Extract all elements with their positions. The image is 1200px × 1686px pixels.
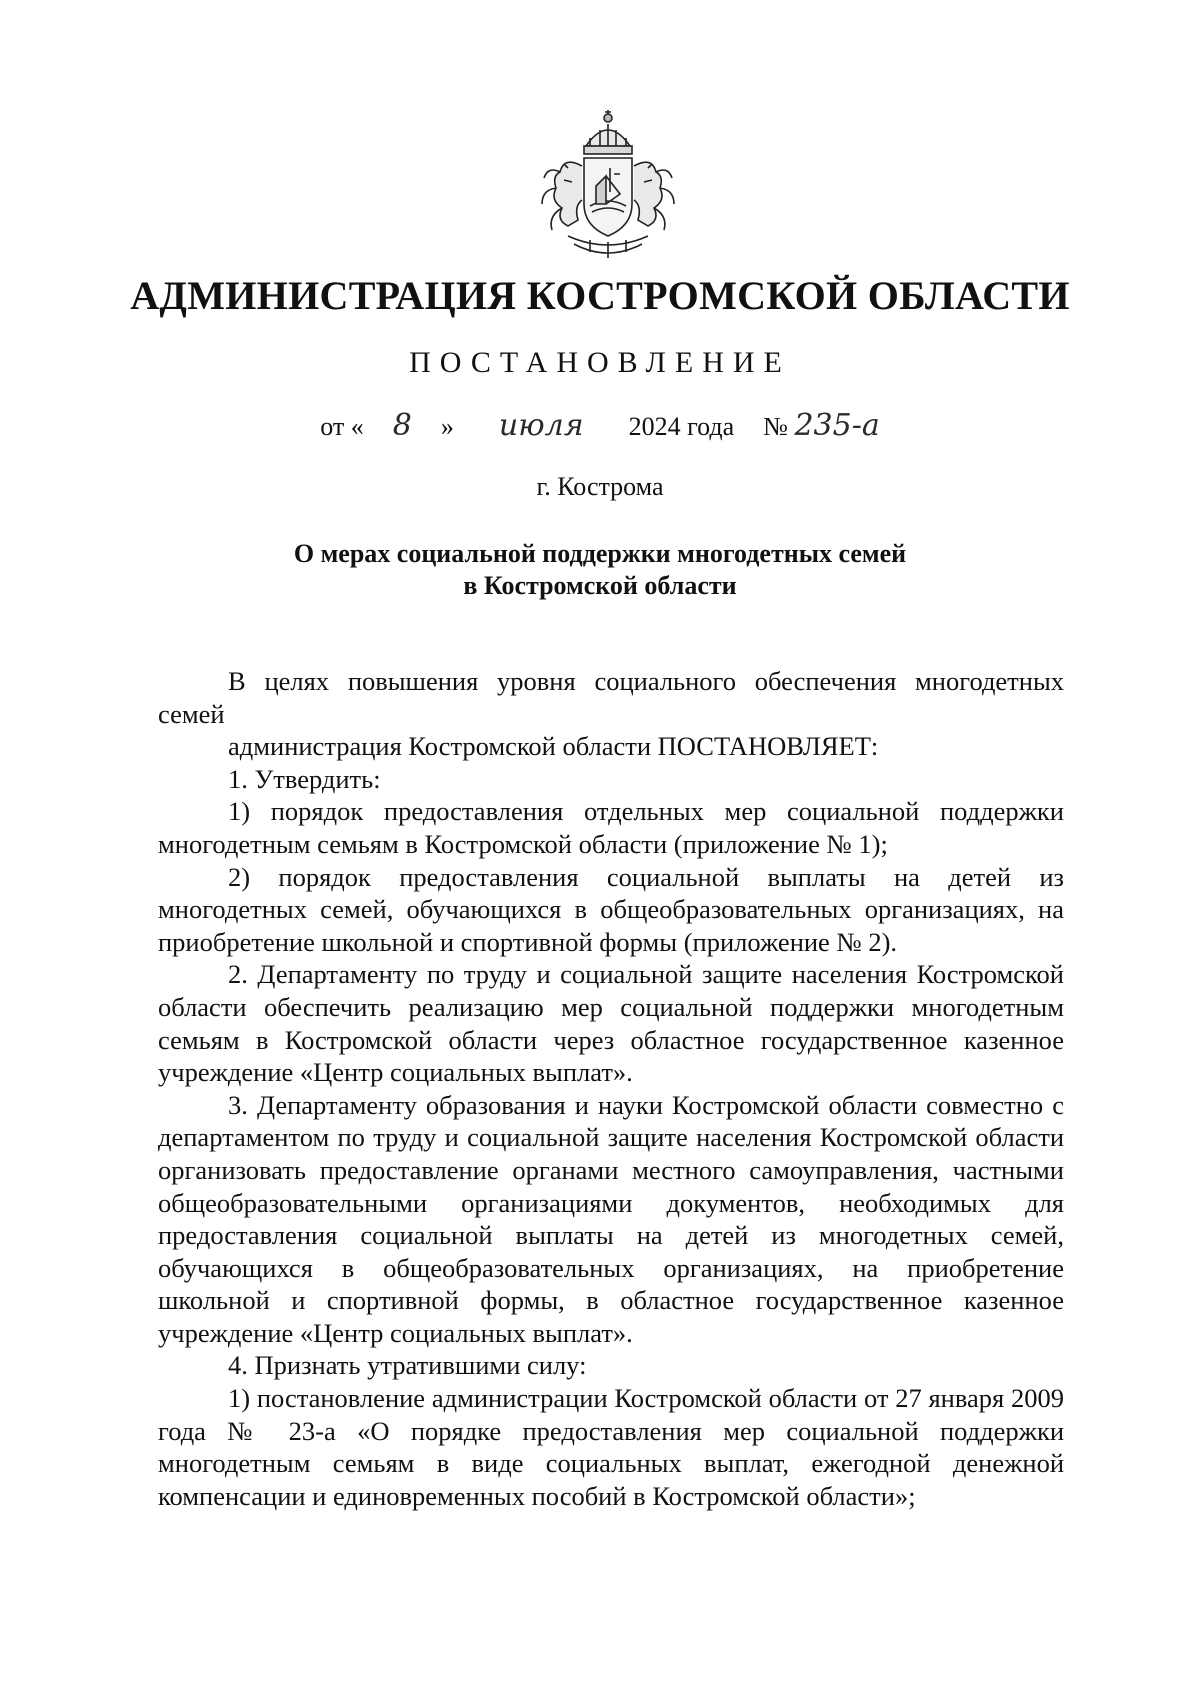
document-body bbox=[158, 665, 1064, 1512]
document-subject bbox=[0, 538, 1200, 602]
document-city: г. Кострома bbox=[536, 472, 664, 501]
handwritten-day: 8 bbox=[392, 408, 412, 443]
document-date-number bbox=[0, 408, 1200, 443]
document-type: ПОСТАНОВЛЕНИЕ bbox=[409, 346, 791, 379]
paragraph-item-1-1: 1) порядок предоставления отдельных мер социальной поддержки многодетным семьям в Костромской области (приложение № 1); bbox=[158, 796, 1064, 859]
organization-title: АДМИНИСТРАЦИЯ КОСТРОМСКОЙ ОБЛАСТИ bbox=[130, 273, 1070, 318]
paragraph-item-1-2: 2) порядок предоставления социальной выплаты на детей из многодетных семей, обучающихся в общеобразовательных организациях, на приобретение школьной и спортивной формы (приложение № 2). bbox=[158, 861, 1064, 957]
number-sign: № bbox=[763, 412, 788, 441]
paragraph-item-4: 4. Признать утратившими силу: bbox=[228, 1350, 587, 1381]
subject-line-1: О мерах социальной поддержки многодетных семей bbox=[293, 539, 907, 568]
paragraph-resolves: администрация Костромской области ПОСТАНОВЛЯЕТ: bbox=[228, 731, 879, 762]
handwritten-number: 235-а bbox=[794, 408, 880, 443]
paragraph-item-1: 1. Утвердить: bbox=[228, 763, 381, 794]
date-year: 2024 года bbox=[628, 412, 735, 441]
kostroma-coat-of-arms-icon bbox=[534, 108, 682, 264]
date-close: » bbox=[440, 412, 454, 441]
handwritten-month: июля bbox=[498, 408, 584, 443]
paragraph-item-2: 2. Департаменту по труду и социальной защите населения Костромской области обеспечить реализацию мер социальной поддержки многодетным семьям в Костромской области через областное государственное казенное учреждение «Центр социальных выплат». bbox=[158, 959, 1064, 1088]
date-prefix: от « bbox=[320, 412, 364, 441]
subject-line-2: в Костромской области bbox=[463, 571, 737, 600]
paragraph-item-4-1: 1) постановление администрации Костромской области от 27 января 2009 года № 23-а «О порядке предоставления мер социальной поддержки многодетным семьям в виде социальных выплат, ежегодной денежной компенсации и единовременных пособий в Костромской области»; bbox=[158, 1383, 1064, 1511]
paragraph-item-3: 3. Департаменту образования и науки Костромской области совместно с департаментом по труду и социальной защите населения Костромской области организовать предоставление органами местного самоуправления, частными общеобразовательными организациями документов, необходимых для предоставления социальной выплаты на детей из многодетных семей, обучающихся в общеобразовательных организациях, на приобретение школьной и спортивной формы, в областное государственное казенное учреждение «Центр социальных выплат». bbox=[158, 1089, 1064, 1348]
paragraph-preamble: В целях повышения уровня социального обеспечения многодетных семей bbox=[158, 666, 1064, 729]
